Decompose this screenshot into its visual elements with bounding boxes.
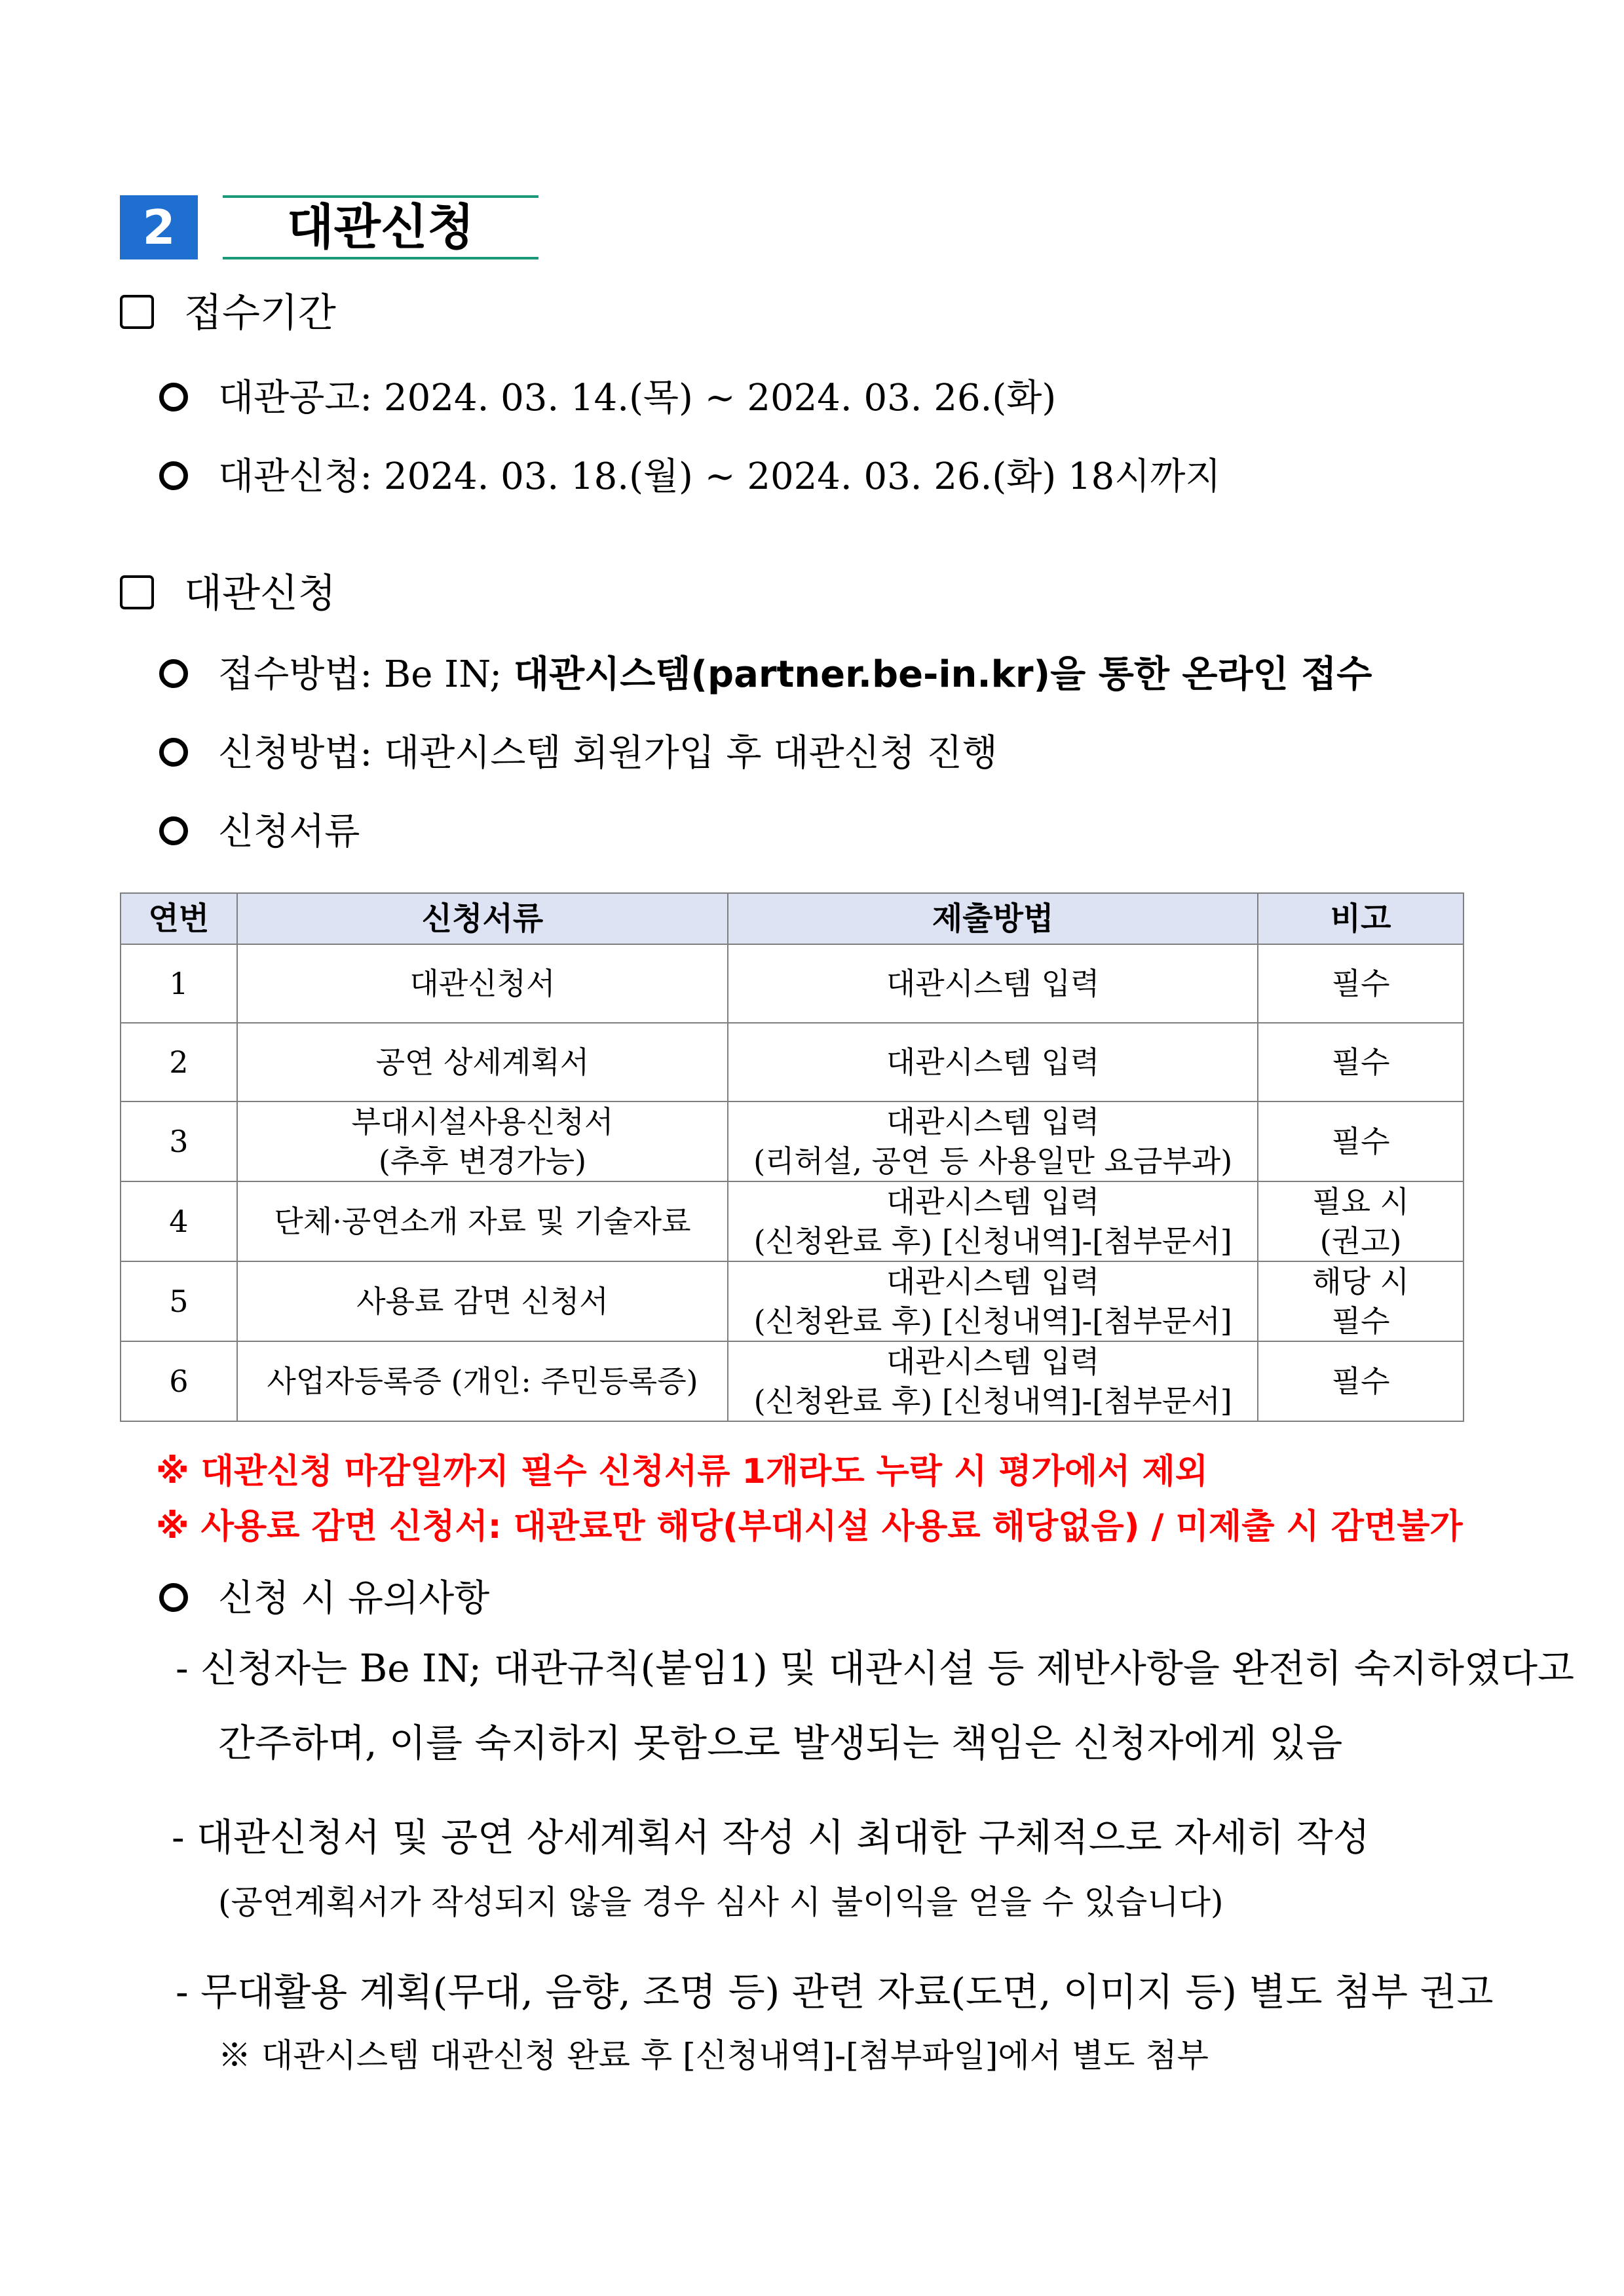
method-text: (신청완료 후) [신청내역]-[첨부문서]	[753, 1383, 1232, 1419]
method-text: 대관시스템 입력	[886, 1104, 1100, 1139]
circle-bullet-icon	[159, 383, 188, 411]
section-title-bottom-rule	[223, 257, 538, 259]
apply-method	[159, 650, 1372, 700]
note-text: 필수	[1331, 1364, 1390, 1399]
doc-text: 대관신청서	[409, 966, 556, 1001]
apply-docs-heading	[159, 807, 360, 857]
method-cell	[728, 1261, 1258, 1341]
period-item-apply	[159, 452, 1221, 502]
doc-text: 단체·공연소개 자료 및 기술자료	[274, 1204, 691, 1239]
row-number: 5	[121, 1261, 237, 1341]
note-cell	[1258, 1101, 1463, 1181]
doc-cell	[237, 1023, 728, 1101]
doc-cell	[237, 1101, 728, 1181]
period-item-text: 대관공고: 2024. 03. 14.(목) ~ 2024. 03. 26.(화)	[218, 377, 1057, 419]
period-heading-text: 접수기간	[184, 290, 336, 336]
row-number: 4	[121, 1181, 237, 1261]
apply-method-label: 접수방법: Be IN;	[218, 653, 514, 696]
method-text: 대관시스템 입력	[886, 1044, 1100, 1080]
note-text: 필수	[1331, 1124, 1390, 1159]
method-text: (리허설, 공연 등 사용일만 요금부과)	[753, 1143, 1233, 1179]
apply-heading-text: 대관신청	[184, 571, 336, 617]
header-cell: 제출방법	[728, 893, 1258, 944]
apply-docs-heading-text: 신청서류	[218, 811, 360, 853]
method-text: (신청완료 후) [신청내역]-[첨부문서]	[753, 1303, 1232, 1339]
warning-fee-reduction: ※ 사용료 감면 신청서: 대관료만 해당(부대시설 사용료 해당없음) / 미제출 시 감면불가	[156, 1507, 1463, 1546]
table-row	[121, 1181, 1463, 1261]
section-title-block	[223, 195, 538, 259]
table-row	[121, 1101, 1463, 1181]
caution-3-line-1: - 무대활용 계획(무대, 음향, 조명 등) 관련 자료(도면, 이미지 등) 별도 첨부 권고	[176, 1970, 1494, 2014]
caution-2-line-2: (공연계획서가 작성되지 않을 경우 심사 시 불이익을 얻을 수 있습니다)	[218, 1883, 1224, 1921]
note-cell	[1258, 944, 1463, 1023]
note-text: 필요 시	[1312, 1184, 1410, 1219]
table-row	[121, 1023, 1463, 1101]
header-cell: 비고	[1258, 893, 1463, 944]
header-cell: 연번	[121, 893, 237, 944]
square-bullet-icon	[120, 295, 154, 329]
caution-3-line-2: ※ 대관시스템 대관신청 완료 후 [신청내역]-[첨부파일]에서 별도 첨부	[218, 2037, 1209, 2075]
table-row	[121, 944, 1463, 1023]
apply-process	[159, 729, 998, 778]
doc-cell	[237, 1181, 728, 1261]
method-text: 대관시스템 입력	[886, 966, 1100, 1001]
table-row	[121, 1261, 1463, 1341]
method-cell	[728, 944, 1258, 1023]
doc-cell	[237, 944, 728, 1023]
table-header-row	[121, 893, 1463, 944]
period-heading	[120, 287, 336, 339]
square-bullet-icon	[120, 575, 154, 609]
doc-cell	[237, 1261, 728, 1341]
note-text: 해당 시	[1312, 1264, 1410, 1299]
warning-missing-docs: ※ 대관신청 마감일까지 필수 신청서류 1개라도 누락 시 평가에서 제외	[156, 1452, 1208, 1491]
doc-text: 사업자등록증 (개인: 주민등록증)	[267, 1364, 698, 1399]
row-number: 2	[121, 1023, 237, 1101]
apply-method-bold: 대관시스템(partner.be-in.kr)을 통한 온라인 접수	[513, 653, 1372, 696]
note-text: 필수	[1331, 1303, 1390, 1339]
doc-text: 사용료 감면 신청서	[356, 1284, 609, 1319]
method-cell	[728, 1181, 1258, 1261]
circle-bullet-icon	[159, 1583, 188, 1612]
period-item-text: 대관신청: 2024. 03. 18.(월) ~ 2024. 03. 26.(화) 18시까지	[218, 455, 1221, 498]
method-cell	[728, 1341, 1258, 1421]
header-cell: 신청서류	[237, 893, 728, 944]
method-text: 대관시스템 입력	[886, 1264, 1100, 1299]
circle-bullet-icon	[159, 659, 188, 688]
method-text: 대관시스템 입력	[886, 1184, 1100, 1219]
row-number: 1	[121, 944, 237, 1023]
note-cell	[1258, 1341, 1463, 1421]
circle-bullet-icon	[159, 738, 188, 767]
doc-cell	[237, 1341, 728, 1421]
note-cell	[1258, 1181, 1463, 1261]
doc-text: (추후 변경가능)	[378, 1143, 587, 1179]
note-text: 필수	[1331, 1044, 1390, 1080]
circle-bullet-icon	[159, 816, 188, 845]
method-cell	[728, 1101, 1258, 1181]
table-row	[121, 1341, 1463, 1421]
period-item-notice	[159, 373, 1056, 423]
row-number: 6	[121, 1341, 237, 1421]
documents-table	[120, 892, 1464, 1422]
section-number-badge: 2	[120, 195, 198, 259]
cautions-heading	[159, 1574, 489, 1624]
caution-2-line-1: - 대관신청서 및 공연 상세계획서 작성 시 최대한 구체적으로 자세히 작성	[172, 1815, 1370, 1860]
apply-process-text: 신청방법: 대관시스템 회원가입 후 대관신청 진행	[218, 732, 998, 775]
note-text: (권고)	[1319, 1223, 1402, 1259]
doc-text: 공연 상세계획서	[375, 1044, 590, 1080]
apply-heading	[120, 567, 336, 620]
method-text: 대관시스템 입력	[886, 1344, 1100, 1379]
circle-bullet-icon	[159, 461, 188, 490]
note-text: 필수	[1331, 966, 1390, 1001]
section-title: 대관신청	[287, 199, 474, 256]
cautions-heading-text: 신청 시 유의사항	[218, 1577, 490, 1620]
method-text: (신청완료 후) [신청내역]-[첨부문서]	[753, 1223, 1232, 1259]
row-number: 3	[121, 1101, 237, 1181]
doc-text: 부대시설사용신청서	[351, 1104, 614, 1139]
method-cell	[728, 1023, 1258, 1101]
caution-1-line-2: 간주하며, 이를 숙지하지 못함으로 발생되는 책임은 신청자에게 있음	[218, 1721, 1343, 1765]
caution-1-line-1: - 신청자는 Be IN; 대관규칙(붙임1) 및 대관시설 등 제반사항을 완전히 숙지하였다고	[176, 1646, 1575, 1691]
note-cell	[1258, 1261, 1463, 1341]
note-cell	[1258, 1023, 1463, 1101]
